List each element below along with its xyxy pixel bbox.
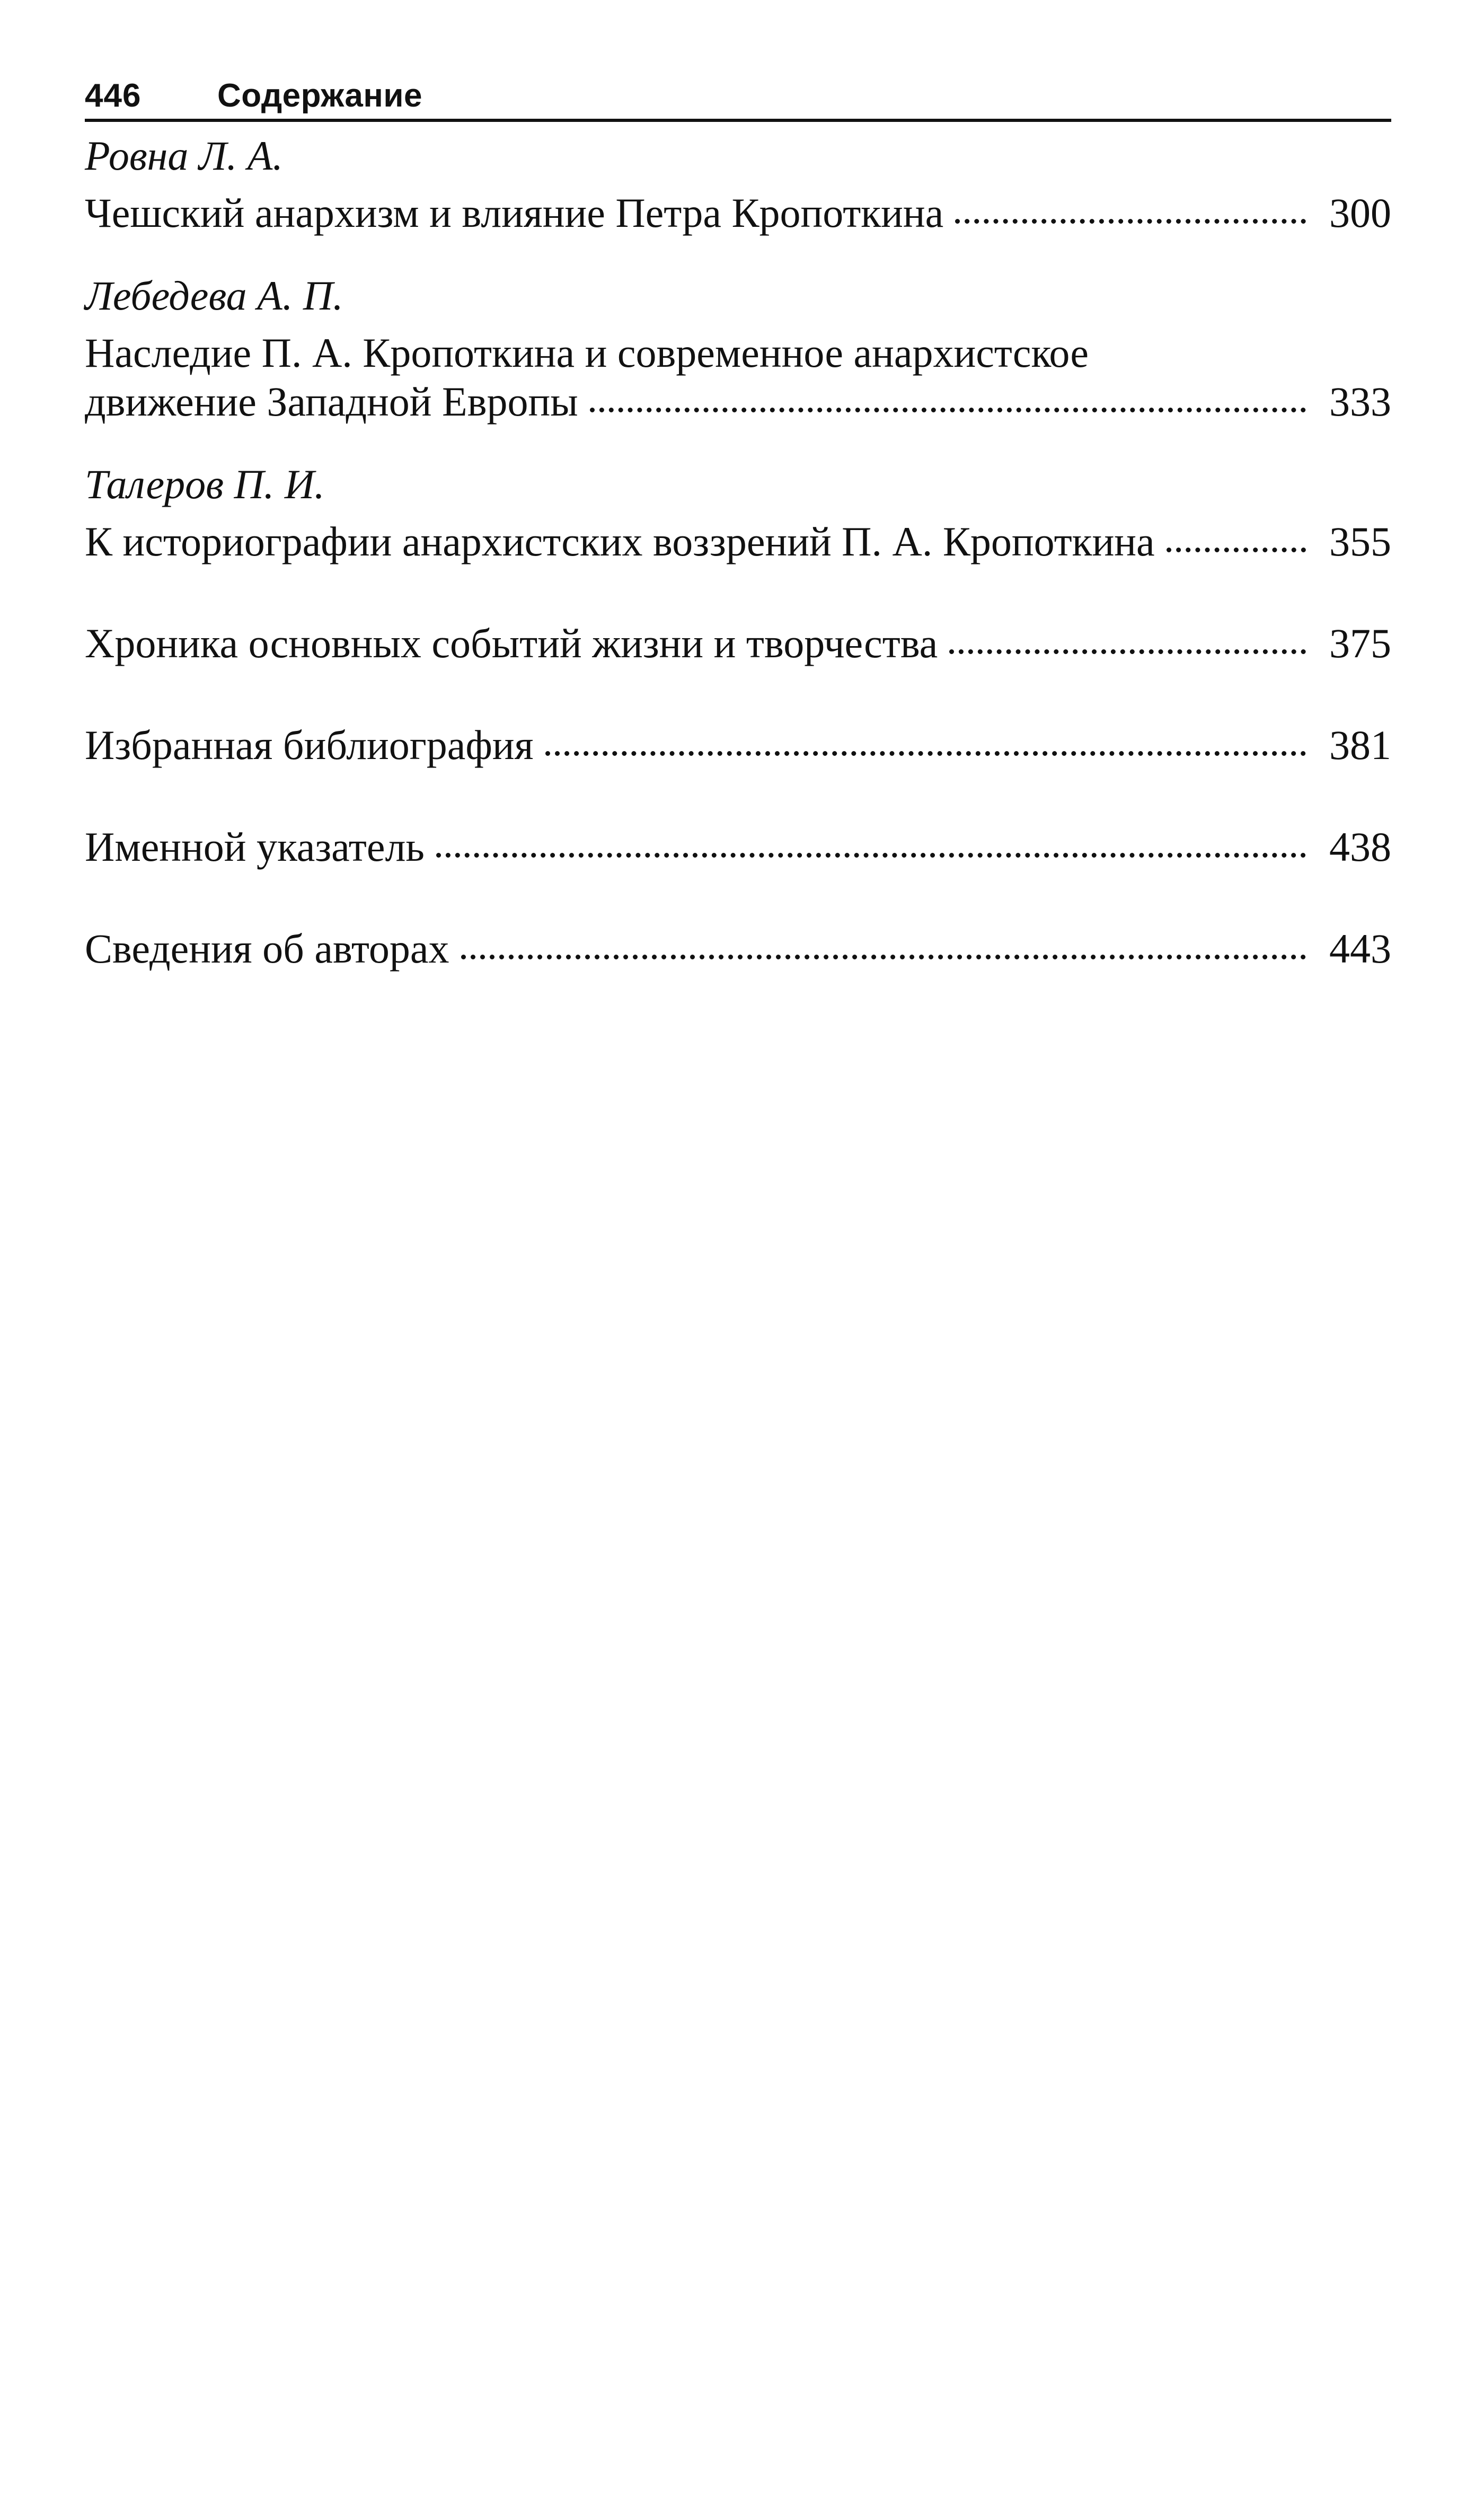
toc-entry-title: Хроника основных событий жизни и творчества: [85, 620, 938, 666]
toc-entry-talerov[interactable]: [85, 517, 1391, 566]
toc-entry-bibliography[interactable]: [85, 721, 1391, 770]
toc-page-number: 381: [1329, 722, 1391, 768]
document-page: [85, 69, 1391, 973]
dot-leader: [461, 954, 1306, 959]
toc-page-number: 300: [1329, 190, 1391, 236]
table-of-contents: [85, 130, 1391, 973]
toc-entry-title: К историографии анархистских воззрений П. А. Кропоткина: [85, 518, 1155, 564]
toc-author-lebedeva: Лебедева А. П.: [85, 272, 343, 319]
toc-page-number: 443: [1329, 925, 1391, 972]
toc-author-talerov: Талеров П. И.: [85, 461, 325, 507]
toc-page-number: 375: [1329, 620, 1391, 666]
dot-leader: [1167, 547, 1306, 552]
toc-entry-title: Чешский анархизм и влияние Петра Кропоткина: [85, 190, 944, 236]
toc-author-rovna: Ровна Л. А.: [85, 133, 283, 179]
toc-entry-rovna[interactable]: [85, 189, 1391, 237]
toc-entry-chronicle[interactable]: [85, 619, 1391, 668]
toc-entry-title-line1: Наследие П. А. Кропоткина и современное анархистское: [85, 330, 1089, 376]
toc-entry-name-index[interactable]: [85, 823, 1391, 871]
toc-entry-title-line2: движение Западной Европы: [85, 378, 578, 425]
running-head: [85, 69, 1391, 122]
dot-leader: [545, 751, 1306, 756]
toc-page-number: 438: [1329, 824, 1391, 870]
dot-leader: [436, 852, 1306, 858]
toc-page-number: 333: [1329, 378, 1391, 425]
page-number: 446: [85, 77, 142, 114]
toc-entry-title: Избранная библиография: [85, 722, 534, 768]
dot-leader: [949, 649, 1306, 654]
toc-entry-about-authors[interactable]: [85, 924, 1391, 973]
toc-page-number: 355: [1329, 518, 1391, 564]
toc-entry-lebedeva[interactable]: [85, 329, 1391, 426]
dot-leader: [590, 407, 1306, 412]
dot-leader: [955, 218, 1306, 224]
toc-entry-title: Сведения об авторах: [85, 925, 449, 972]
toc-entry-title: Именной указатель: [85, 824, 425, 870]
section-title: Содержание: [217, 77, 422, 114]
